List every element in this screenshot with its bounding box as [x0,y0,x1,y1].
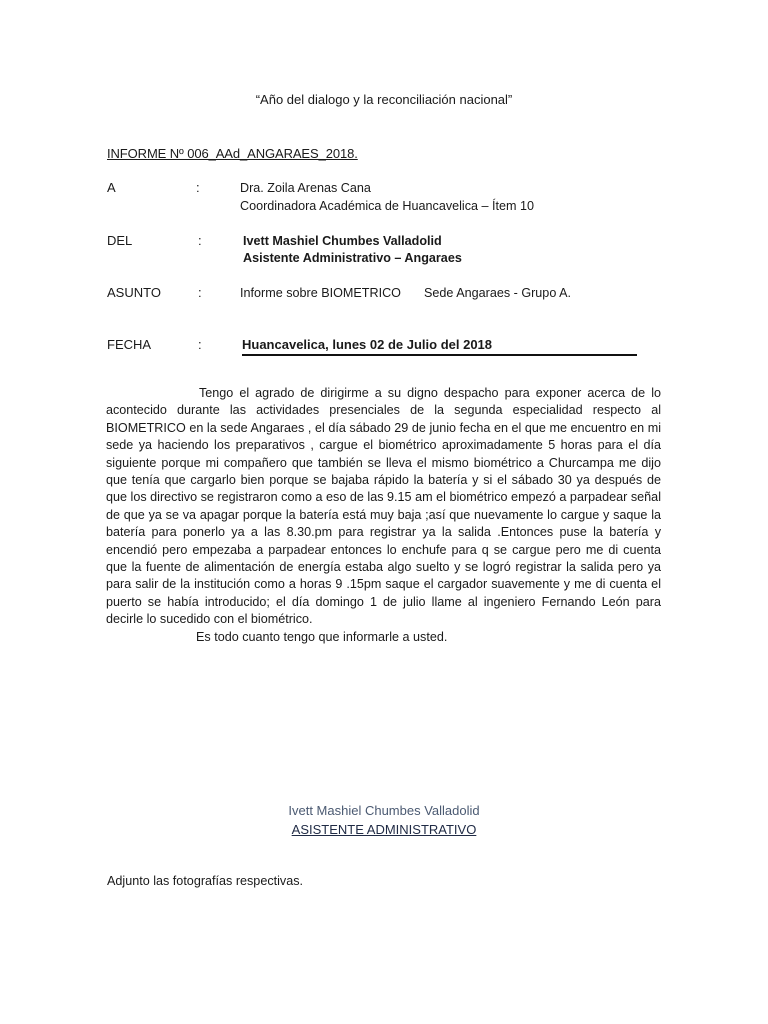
signature-role-wrap [0,822,768,837]
recipient-name: Dra. Zoila Arenas Cana [240,181,371,195]
report-title: INFORME Nº 006_AAd_ANGARAES_2018. [107,146,358,161]
sender-title: Asistente Administrativo – Angaraes [243,251,462,265]
report-body [106,385,661,629]
body-paragraph: Tengo el agrado de dirigirme a su digno despacho para exponer acerca de lo acontecido durante las actividades presenciales de la segunda especialidad respecto al BIOMETRICO en la sede Angaraes , el día sábado 29 de junio fecha en el que me encuentro en mi sede ya haciendo los preparativos , cargue el biométrico aproximadamente 5 horas para el día siguiente porque mi compañero que también se lleva el mismo biométrico a Churcampa me dijo que tenía que cargarlo bien porque se bajaba rápido la batería y si el sábado 30 ya después de que los directivo se registraron como a eso de las 9.15 am el biométrico empezó a parpadear señal de que ya se va apagar porque la batería está muy baja ;así que nuevamente lo cargue y saque la batería para ponerlo ya a las 8.30.pm para registrar ya la salida .Entonces puse la batería y encendió pero empezaba a parpadear entonces lo enchufe para q se cargue pero me di cuenta que la fuente de alimentación de energía estaba algo suelto y se logró registrar la salida pero ya para salir de la institución como a horas 9 .15pm saque el cargador suavemente y me di cuenta el puerto se había introducido; el día domingo 1 de julio llame al ingeniero Fernando León para decirle lo sucedido con el biométrico. [106,386,661,627]
closing-line: Es todo cuanto tengo que informarle a usted. [196,630,448,644]
field-colon-asunto: : [198,285,202,300]
recipient-title: Coordinadora Académica de Huancavelica – Ítem 10 [240,199,535,213]
field-colon-a: : [196,180,200,195]
subject-location: Sede Angaraes - Grupo A. [424,286,572,300]
subject-value: Informe sobre BIOMETRICO [240,286,401,300]
field-label-a: A [107,180,116,195]
signature-role: ASISTENTE ADMINISTRATIVO [291,822,477,837]
national-motto: “Año del dialogo y la reconciliación nacional” [255,92,513,107]
field-colon-del: : [198,233,202,248]
field-label-asunto: ASUNTO [107,285,161,300]
date-value: Huancavelica, lunes 02 de Julio del 2018 [242,337,637,356]
field-label-fecha: FECHA [107,337,152,352]
sender-name: Ivett Mashiel Chumbes Valladolid [243,234,442,248]
field-colon-fecha: : [198,337,202,352]
signature-name: Ivett Mashiel Chumbes Valladolid [288,803,480,818]
field-label-del: DEL [107,233,133,248]
attachment-note: Adjunto las fotografías respectivas. [107,874,304,888]
